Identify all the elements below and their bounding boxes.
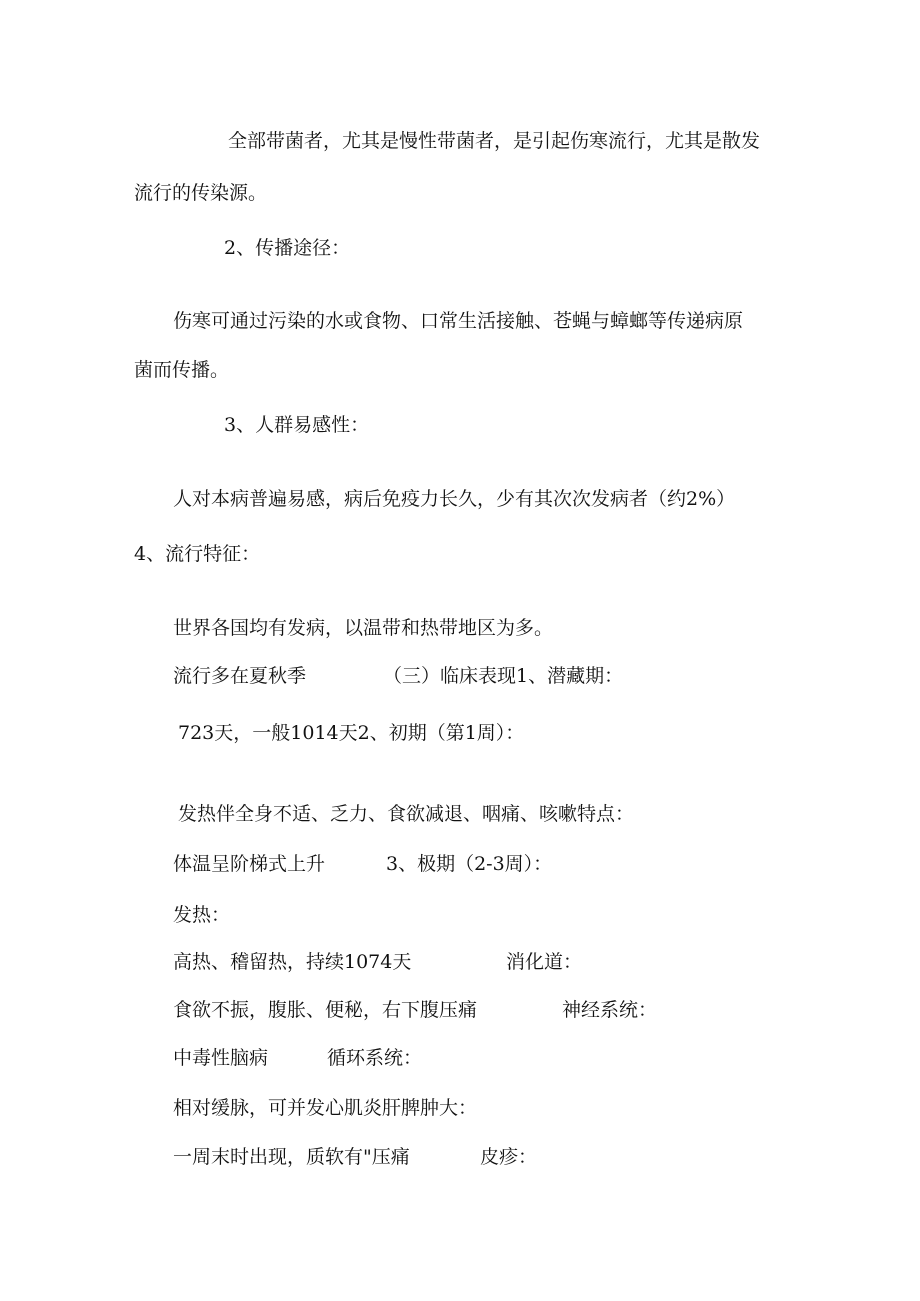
paragraph-line: 流行多在夏秋季: [173, 665, 307, 687]
section-heading: （三）临床表现1、潜藏期：: [383, 665, 624, 687]
paragraph-line: 流行的传染源。: [134, 182, 268, 204]
paragraph-line: 高热、稽留热，持续1074天: [173, 951, 412, 973]
section-heading: 3、极期（2-3周）：: [386, 853, 553, 875]
paragraph-line: 723天，一般1014天2、初期（第1周）：: [178, 722, 525, 744]
section-heading: 4、流行特征：: [134, 543, 261, 565]
paragraph-line: 皮疹：: [480, 1146, 538, 1168]
paragraph-line: 世界各国均有发病，以温带和热带地区为多。: [173, 617, 554, 639]
paragraph-line: 发热：: [173, 904, 231, 926]
paragraph-line: 食欲不振，腹胀、便秘，右下腹压痛: [173, 999, 478, 1021]
section-heading: 3、人群易感性：: [224, 414, 370, 436]
paragraph-line: 一周末时出现，质软有"压痛: [173, 1146, 410, 1168]
paragraph-line: 菌而传播。: [134, 359, 230, 381]
paragraph-line: 体温呈阶梯式上升: [173, 853, 326, 875]
paragraph-line: 神经系统：: [562, 999, 658, 1021]
paragraph-line: 循环系统：: [327, 1047, 423, 1069]
paragraph-line: 人对本病普遍易感，病后免疫力长久，少有其次次发病者（约2%）: [173, 488, 736, 510]
paragraph-line: 伤寒可通过污染的水或食物、口常生活接触、苍蝇与蟑螂等传递病原: [173, 310, 744, 332]
paragraph-line: 消化道：: [506, 951, 583, 973]
paragraph-line: 中毒性脑病: [173, 1047, 269, 1069]
paragraph-line: 相对缓脉，可并发心肌炎肝脾肿大：: [173, 1097, 478, 1119]
paragraph-line: 全部带菌者，尤其是慢性带菌者，是引起伤寒流行，尤其是散发: [228, 130, 761, 152]
section-heading: 2、传播途径：: [224, 237, 351, 259]
paragraph-line: 发热伴全身不适、乏力、食欲减退、咽痛、咳嗽特点：: [178, 803, 635, 825]
